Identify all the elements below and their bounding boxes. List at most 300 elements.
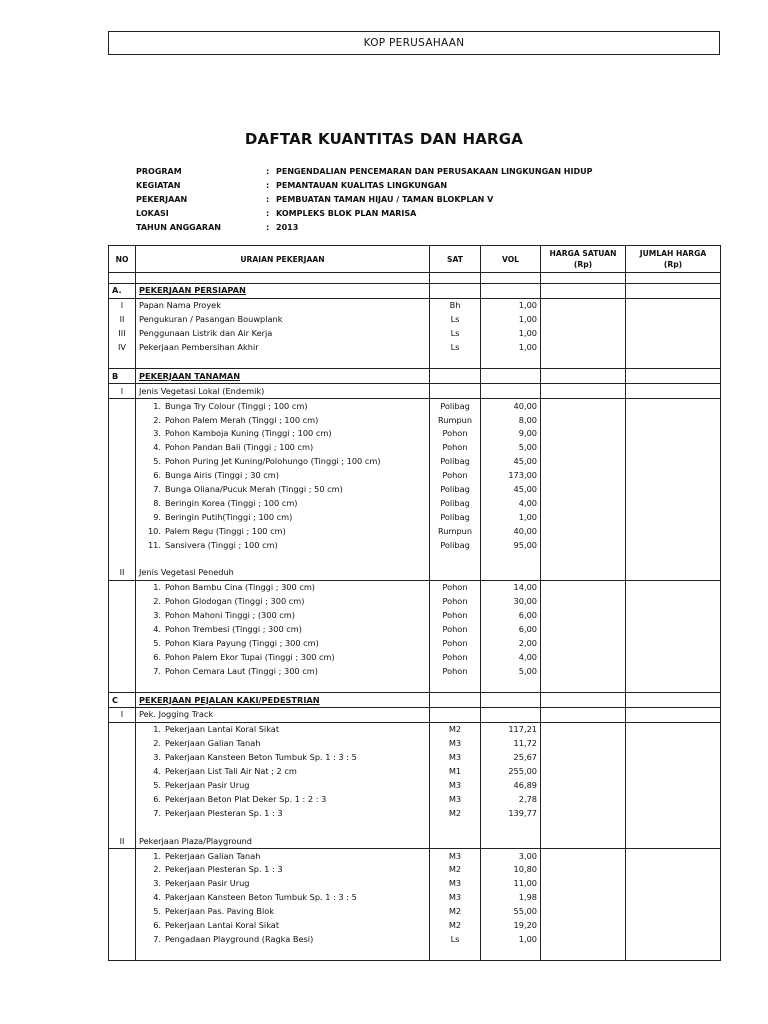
item-description: Pakerjaan Kansteen Beton Tumbuk Sp. 1 : 3 : 5 (165, 892, 357, 903)
table-row (109, 891, 721, 905)
meta-colon: : (266, 194, 270, 204)
unit-cell: Polibag (430, 496, 481, 510)
meta-label: TAHUN ANGGARAN (136, 222, 221, 232)
total-price-cell (626, 919, 721, 933)
item-number (109, 413, 136, 427)
empty-cell (109, 273, 136, 284)
volume-cell: 1,00 (481, 313, 541, 327)
item-index: 2. (153, 864, 161, 875)
unit-price-cell (541, 792, 626, 806)
empty-cell (430, 566, 481, 580)
table-row (109, 919, 721, 933)
empty-cell (481, 284, 541, 299)
empty-cell (541, 946, 626, 961)
unit-cell: Ls (430, 327, 481, 341)
unit-cell: Pohon (430, 427, 481, 441)
empty-cell (136, 552, 430, 566)
section-letter: A. (109, 284, 136, 299)
spacer-row (109, 552, 721, 566)
item-description: Pohon Glodogan (Tinggi ; 300 cm) (165, 596, 305, 607)
unit-cell: Polibag (430, 483, 481, 497)
description-cell (136, 441, 430, 455)
table-row (109, 806, 721, 820)
total-price-cell (626, 441, 721, 455)
item-description: Pohon Palem Merah (Tinggi ; 100 cm) (165, 414, 319, 425)
description-cell (136, 313, 430, 327)
description-cell (136, 722, 430, 736)
total-price-cell (626, 863, 721, 877)
unit-price-cell (541, 496, 626, 510)
unit-cell: Pohon (430, 664, 481, 678)
empty-cell (541, 566, 626, 580)
item-description: Sansivera (Tinggi ; 100 cm) (165, 539, 278, 550)
empty-cell (481, 369, 541, 384)
empty-cell (430, 946, 481, 961)
header-harga-satuan-label: HARGA SATUAN (549, 249, 617, 258)
volume-cell: 19,20 (481, 919, 541, 933)
item-number (109, 524, 136, 538)
volume-cell: 11,72 (481, 737, 541, 751)
section-letter: B (109, 369, 136, 384)
volume-cell: 45,00 (481, 483, 541, 497)
group-title: Jenis Vegetasi Lokal (Endemik) (136, 384, 430, 399)
unit-price-cell (541, 806, 626, 820)
item-number (109, 441, 136, 455)
header-no: NO (109, 246, 136, 273)
item-number (109, 483, 136, 497)
item-description: Bunga Try Colour (Tinggi ; 100 cm) (165, 400, 308, 411)
meta-value: PEMBUATAN TAMAN HIJAU / TAMAN BLOKPLAN V (276, 194, 494, 204)
volume-cell: 2,00 (481, 636, 541, 650)
total-price-cell (626, 905, 721, 919)
table-body (109, 273, 721, 961)
group-title: Pek. Jogging Track (136, 708, 430, 723)
empty-cell (430, 552, 481, 566)
unit-cell: Polibag (430, 455, 481, 469)
unit-cell: Pohon (430, 580, 481, 594)
empty-cell (109, 678, 136, 693)
table-row (109, 722, 721, 736)
meta-colon: : (266, 222, 270, 232)
unit-price-cell (541, 510, 626, 524)
total-price-cell (626, 765, 721, 779)
description-cell (136, 765, 430, 779)
unit-cell: M3 (430, 877, 481, 891)
volume-cell: 95,00 (481, 538, 541, 552)
unit-price-cell (541, 580, 626, 594)
item-number (109, 580, 136, 594)
item-number (109, 849, 136, 863)
item-index: 10. (147, 525, 161, 536)
empty-cell (109, 552, 136, 566)
description-cell (136, 863, 430, 877)
section-row (109, 369, 721, 384)
unit-price-cell (541, 751, 626, 765)
document-title: DAFTAR KUANTITAS DAN HARGA (244, 130, 524, 148)
empty-cell (481, 834, 541, 848)
empty-cell (626, 708, 721, 723)
unit-cell: Pohon (430, 636, 481, 650)
item-description: Papan Nama Proyek (139, 300, 221, 311)
header-vol: VOL (481, 246, 541, 273)
unit-price-cell (541, 765, 626, 779)
table-row (109, 399, 721, 413)
unit-cell: M3 (430, 751, 481, 765)
unit-price-cell (541, 341, 626, 355)
volume-cell: 46,89 (481, 779, 541, 793)
table-row (109, 765, 721, 779)
table-row (109, 877, 721, 891)
volume-cell: 3,00 (481, 849, 541, 863)
item-description: Pohon Bambu Cina (Tinggi ; 300 cm) (165, 582, 315, 593)
unit-cell: Ls (430, 341, 481, 355)
empty-cell (541, 552, 626, 566)
project-info (136, 164, 592, 234)
empty-cell (430, 354, 481, 369)
total-price-cell (626, 399, 721, 413)
header-jumlah-harga-unit: (Rp) (663, 260, 683, 269)
empty-cell (541, 708, 626, 723)
item-number (109, 863, 136, 877)
section-title: PEKERJAAN PERSIAPAN (139, 285, 246, 296)
unit-cell: Rumpun (430, 413, 481, 427)
item-index: 4. (153, 624, 161, 635)
empty-cell (136, 354, 430, 369)
volume-cell: 40,00 (481, 399, 541, 413)
unit-price-cell (541, 737, 626, 751)
meta-row (136, 178, 592, 192)
unit-price-cell (541, 863, 626, 877)
meta-label: LOKASI (136, 208, 169, 218)
total-price-cell (626, 932, 721, 946)
item-number (109, 595, 136, 609)
item-number (109, 891, 136, 905)
table-row (109, 510, 721, 524)
item-number: I (109, 298, 136, 312)
unit-cell: M2 (430, 806, 481, 820)
item-description: Pohon Palem Ekor Tupai (Tinggi ; 300 cm) (165, 651, 335, 662)
table-row (109, 327, 721, 341)
table-row (109, 441, 721, 455)
description-cell (136, 483, 430, 497)
total-price-cell (626, 538, 721, 552)
meta-value: PENGENDALIAN PENCEMARAN DAN PERUSAKAAN LINGKUNGAN HIDUP (276, 166, 593, 176)
unit-price-cell (541, 636, 626, 650)
unit-price-cell (541, 932, 626, 946)
unit-cell: Rumpun (430, 524, 481, 538)
empty-cell (430, 693, 481, 708)
unit-cell: M2 (430, 722, 481, 736)
empty-cell (541, 834, 626, 848)
total-price-cell (626, 510, 721, 524)
unit-cell: M2 (430, 905, 481, 919)
meta-colon: : (266, 208, 270, 218)
volume-cell: 8,00 (481, 413, 541, 427)
empty-cell (136, 273, 430, 284)
unit-cell: M3 (430, 779, 481, 793)
item-index: 9. (153, 511, 161, 522)
unit-cell: Bh (430, 298, 481, 312)
table-row (109, 751, 721, 765)
volume-cell: 1,00 (481, 327, 541, 341)
header-harga-satuan (541, 246, 626, 273)
item-number (109, 664, 136, 678)
table-row (109, 636, 721, 650)
description-cell (136, 341, 430, 355)
item-number (109, 779, 136, 793)
description-cell (136, 427, 430, 441)
unit-cell: Polibag (430, 510, 481, 524)
header-sat: SAT (430, 246, 481, 273)
table-row (109, 483, 721, 497)
spacer-row (109, 354, 721, 369)
unit-price-cell (541, 623, 626, 637)
unit-cell: Polibag (430, 399, 481, 413)
item-number: II (109, 313, 136, 327)
empty-cell (430, 284, 481, 299)
empty-cell (109, 820, 136, 834)
meta-row (136, 220, 592, 234)
empty-cell (626, 552, 721, 566)
description-cell (136, 905, 430, 919)
item-number (109, 905, 136, 919)
empty-cell (430, 820, 481, 834)
table-row (109, 313, 721, 327)
item-description: Pohon Mahoni Tinggi ; (300 cm) (165, 610, 295, 621)
total-price-cell (626, 341, 721, 355)
unit-price-cell (541, 877, 626, 891)
table-row (109, 849, 721, 863)
total-price-cell (626, 650, 721, 664)
volume-cell: 6,00 (481, 609, 541, 623)
section-row (109, 284, 721, 299)
table-row (109, 650, 721, 664)
volume-cell: 117,21 (481, 722, 541, 736)
total-price-cell (626, 751, 721, 765)
unit-price-cell (541, 427, 626, 441)
item-description: Penggunaan Listrik dan Air Kerja (139, 328, 273, 339)
header-jumlah-harga (626, 246, 721, 273)
total-price-cell (626, 298, 721, 312)
item-description: Pekerjaan Pas. Paving Blok (165, 906, 275, 917)
volume-cell: 45,00 (481, 455, 541, 469)
unit-price-cell (541, 441, 626, 455)
item-index: 2. (153, 414, 161, 425)
unit-cell: M3 (430, 891, 481, 905)
empty-cell (481, 354, 541, 369)
table-row (109, 496, 721, 510)
description-cell (136, 636, 430, 650)
group-row (109, 708, 721, 723)
unit-cell: Pohon (430, 469, 481, 483)
spacer-row (109, 273, 721, 284)
unit-price-cell (541, 455, 626, 469)
empty-cell (481, 566, 541, 580)
empty-cell (541, 693, 626, 708)
empty-cell (430, 678, 481, 693)
empty-cell (481, 693, 541, 708)
table-row (109, 413, 721, 427)
section-letter: C (109, 693, 136, 708)
item-description: Pekerjaan Lantai Koral Sikat (165, 724, 280, 735)
item-number (109, 538, 136, 552)
item-index: 1. (153, 582, 161, 593)
volume-cell: 1,00 (481, 298, 541, 312)
item-description: Palem Regu (Tinggi ; 100 cm) (165, 525, 286, 536)
meta-value: KOMPLEKS BLOK PLAN MARISA (276, 208, 417, 218)
meta-colon: : (266, 180, 270, 190)
item-description: Pohon Kamboja Kuning (Tinggi ; 100 cm) (165, 428, 332, 439)
volume-cell: 2,78 (481, 792, 541, 806)
volume-cell: 1,98 (481, 891, 541, 905)
empty-cell (626, 693, 721, 708)
table-row (109, 664, 721, 678)
item-description: Pekerjaan Galian Tanah (165, 850, 261, 861)
total-price-cell (626, 595, 721, 609)
letterhead-box (108, 31, 720, 55)
empty-cell (626, 384, 721, 399)
table-row (109, 341, 721, 355)
unit-price-cell (541, 891, 626, 905)
item-description: Beringin Korea (Tinggi ; 100 cm) (165, 497, 298, 508)
item-description: Pekerjaan Beton Plat Deker Sp. 1 : 2 : 3 (165, 793, 327, 804)
empty-cell (626, 369, 721, 384)
total-price-cell (626, 636, 721, 650)
table-row (109, 298, 721, 312)
unit-price-cell (541, 779, 626, 793)
group-title: Jenis Vegetasi Peneduh (136, 566, 430, 580)
unit-cell: Ls (430, 313, 481, 327)
unit-price-cell (541, 650, 626, 664)
empty-cell (481, 552, 541, 566)
volume-cell: 30,00 (481, 595, 541, 609)
description-cell (136, 413, 430, 427)
unit-cell: Pohon (430, 650, 481, 664)
unit-price-cell (541, 298, 626, 312)
empty-cell (481, 384, 541, 399)
meta-label: KEGIATAN (136, 180, 181, 190)
total-price-cell (626, 806, 721, 820)
group-number: I (109, 708, 136, 723)
description-cell (136, 877, 430, 891)
empty-cell (481, 273, 541, 284)
item-index: 8. (153, 497, 161, 508)
item-description: Pekerjaan Plesteran Sp. 1 : 3 (165, 864, 283, 875)
section-title: PEKERJAAN PEJALAN KAKI/PEDESTRIAN (139, 694, 320, 705)
description-cell (136, 455, 430, 469)
table-row (109, 792, 721, 806)
meta-row (136, 192, 592, 206)
total-price-cell (626, 737, 721, 751)
group-row (109, 384, 721, 399)
item-number (109, 636, 136, 650)
letterhead-text: KOP PERUSAHAAN (363, 37, 465, 49)
unit-cell: Pohon (430, 441, 481, 455)
volume-cell: 40,00 (481, 524, 541, 538)
item-index: 4. (153, 892, 161, 903)
unit-price-cell (541, 413, 626, 427)
item-number (109, 877, 136, 891)
description-cell (136, 779, 430, 793)
total-price-cell (626, 609, 721, 623)
empty-cell (136, 946, 430, 961)
group-number: I (109, 384, 136, 399)
total-price-cell (626, 427, 721, 441)
unit-cell: Pohon (430, 595, 481, 609)
item-description: Pekerjaan Plesteran Sp. 1 : 3 (165, 807, 283, 818)
item-number (109, 455, 136, 469)
unit-cell: Pohon (430, 609, 481, 623)
total-price-cell (626, 664, 721, 678)
item-description: Pekerjaan Pasir Urug (165, 878, 250, 889)
empty-cell (481, 678, 541, 693)
description-cell (136, 609, 430, 623)
item-description: Pohon Pandan Bali (Tinggi ; 100 cm) (165, 442, 314, 453)
unit-cell: M1 (430, 765, 481, 779)
section-row (109, 693, 721, 708)
item-description: Pohon Trembesi (Tinggi ; 300 cm) (165, 624, 302, 635)
item-number: III (109, 327, 136, 341)
description-cell (136, 524, 430, 538)
unit-cell: Pohon (430, 623, 481, 637)
empty-cell (430, 273, 481, 284)
empty-cell (136, 678, 430, 693)
item-index: 4. (153, 766, 161, 777)
volume-cell: 14,00 (481, 580, 541, 594)
table-row (109, 524, 721, 538)
unit-price-cell (541, 483, 626, 497)
item-index: 5. (153, 779, 161, 790)
empty-cell (541, 678, 626, 693)
group-number: II (109, 834, 136, 848)
group-row (109, 834, 721, 848)
item-description: Pekerjaan Pasir Urug (165, 779, 250, 790)
total-price-cell (626, 524, 721, 538)
total-price-cell (626, 792, 721, 806)
total-price-cell (626, 877, 721, 891)
section-title-cell (136, 369, 430, 384)
table-row (109, 863, 721, 877)
table-row (109, 455, 721, 469)
table-row (109, 932, 721, 946)
item-number (109, 469, 136, 483)
item-number (109, 623, 136, 637)
unit-price-cell (541, 538, 626, 552)
group-number: II (109, 566, 136, 580)
description-cell (136, 932, 430, 946)
volume-cell: 25,67 (481, 751, 541, 765)
description-cell (136, 664, 430, 678)
table-row (109, 538, 721, 552)
item-description: Pengukuran / Pasangan Bouwplank (139, 314, 283, 325)
volume-cell: 1,00 (481, 341, 541, 355)
volume-cell: 173,00 (481, 469, 541, 483)
unit-cell: M3 (430, 849, 481, 863)
item-index: 1. (153, 400, 161, 411)
description-cell (136, 623, 430, 637)
description-cell (136, 849, 430, 863)
total-price-cell (626, 580, 721, 594)
item-number (109, 932, 136, 946)
empty-cell (541, 384, 626, 399)
table-row (109, 609, 721, 623)
item-index: 1. (153, 724, 161, 735)
section-title-cell (136, 284, 430, 299)
spacer-row (109, 946, 721, 961)
unit-price-cell (541, 919, 626, 933)
item-number (109, 751, 136, 765)
unit-price-cell (541, 609, 626, 623)
